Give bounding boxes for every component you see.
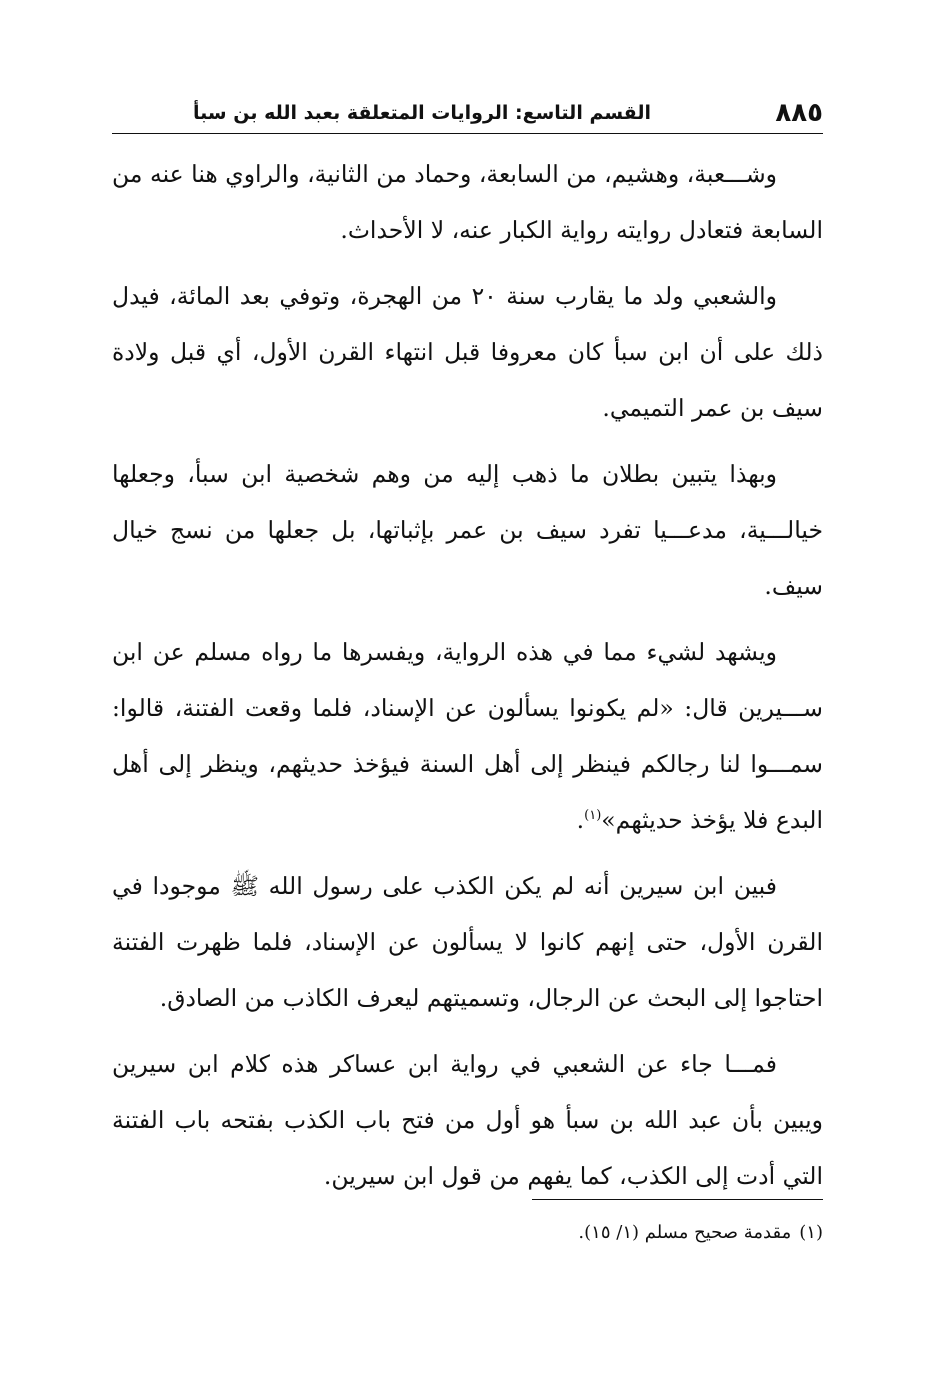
paragraph-3-text: وبهذا يتبين بطلان ما ذهب إليه من وهم شخصية ابن سبأ، وجعلها خيالـــية، مدعـــيا تفرد سيف بن عمر بإثباتها، بل جعلها من نسج خيال سيف. bbox=[112, 460, 823, 600]
paragraph-4-tail: . bbox=[576, 806, 585, 834]
paragraph-5-text: فبين ابن سيرين أنه لم يكن الكذب على رسول الله ﷺ موجودا في القرن الأول، حتى إنهم كانوا لا يسألون عن الإسناد، فلما ظهرت الفتنة احتاجوا إلى البحث عن الرجال، وتسميتهم ليعرف الكاذب من الصادق. bbox=[112, 872, 823, 1012]
paragraph-4 bbox=[112, 624, 823, 848]
paragraph-6 bbox=[112, 1036, 823, 1204]
footnote-number: (١) bbox=[799, 1222, 823, 1243]
footnote-text: مقدمة صحيح مسلم (١/ ١٥). bbox=[578, 1222, 792, 1243]
paragraph-1-text: وشـــعبة، وهشيم، من السابعة، وحماد من الثانية، والراوي هنا عنه من السابعة فتعادل روايته رواية الكبار عنه، لا الأحداث. bbox=[112, 160, 823, 244]
header-rule bbox=[112, 133, 823, 134]
body-text bbox=[112, 146, 823, 1214]
footnote-reference-marker[interactable]: (١) bbox=[584, 808, 602, 824]
paragraph-4-text: ويشهد لشيء مما في هذه الرواية، ويفسرها ما رواه مسلم عن ابن ســـيرين قال: «لم يكونوا يسألون عن الإسناد، فلما وقعت الفتنة، قالوا: سمـــوا لنا رجالكم فينظر إلى أهل السنة فيؤخذ حديثهم، وينظر إلى أهل البدع فلا يؤخذ حديثهم» bbox=[112, 638, 823, 834]
paragraph-2-text: والشعبي ولد ما يقارب سنة ٢٠ من الهجرة، وتوفي بعد المائة، فيدل ذلك على أن ابن سبأ كان معروفا قبل انتهاء القرن الأول، أي قبل ولادة سيف بن عمر التميمي. bbox=[112, 282, 823, 422]
page-header bbox=[112, 90, 823, 132]
running-title: القسم التاسع: الروايات المتعلقة بعبد الله بن سبأ bbox=[193, 102, 651, 124]
paragraph-3 bbox=[112, 446, 823, 614]
page-number: ٨٨٥ bbox=[775, 98, 823, 128]
paragraph-2 bbox=[112, 268, 823, 436]
paragraph-6-text: فمـــا جاء عن الشعبي في رواية ابن عساكر هذه كلام ابن سيرين ويبين بأن عبد الله بن سبأ هو أول من فتح باب الكذب بفتحه باب الفتنة التي أدت إلى الكذب، كما يفهم من قول ابن سيرين. bbox=[112, 1050, 823, 1190]
footnote bbox=[112, 1215, 823, 1251]
paragraph-1 bbox=[112, 146, 823, 258]
paragraph-5 bbox=[112, 858, 823, 1026]
footnote-separator bbox=[532, 1199, 823, 1200]
